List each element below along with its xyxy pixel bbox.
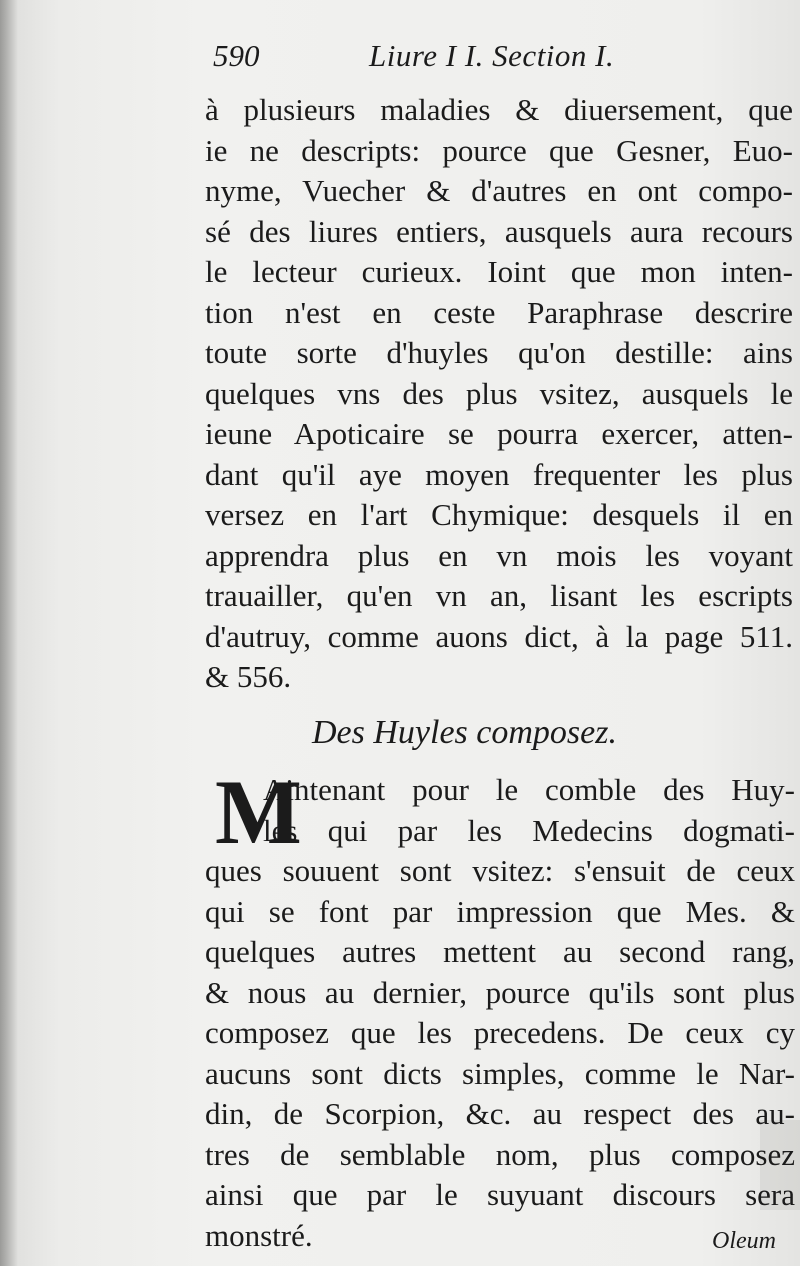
text-line: versez en l'art Chymique: desquels il en: [205, 497, 793, 532]
drop-cap: M: [215, 761, 302, 863]
text-line: tion n'est en ceste Paraphrase descrire: [205, 294, 793, 330]
text-line: monstré.: [205, 1217, 313, 1253]
text-line: & 556.: [205, 659, 292, 694]
text-line: nyme, Vuecher & d'autres en ont compo-: [205, 173, 793, 208]
text-line: quelques autres mettent au second rang,: [205, 934, 795, 969]
page-header: [213, 38, 653, 82]
paragraph-1: [205, 90, 793, 698]
text-line: sé des liures entiers, ausquels aura recours: [205, 213, 793, 249]
catchword: Oleum: [712, 1228, 776, 1254]
text-line: ieune Apoticaire se pourra exercer, atten-: [205, 416, 793, 451]
text-line: Aintenant pour le comble des Huy-: [263, 772, 795, 807]
paragraph-2: [205, 761, 795, 1256]
text-line: le lecteur curieux. Ioint que mon inten-: [205, 254, 793, 289]
text-line: à plusieurs maladies & diuersement, que: [205, 92, 793, 127]
text-line: qui se font par impression que Mes. &: [205, 893, 795, 929]
text-line: dant qu'il aye moyen frequenter les plus: [205, 456, 793, 492]
page-number: 590: [213, 38, 260, 73]
text-line: composez que les precedens. De ceux cy: [205, 1015, 795, 1050]
text-line: din, de Scorpion, &c. au respect des au-: [205, 1096, 795, 1131]
text-line: tres de semblable nom, plus composez: [205, 1136, 795, 1172]
text-line: d'autruy, comme auons dict, à la page 511.: [205, 618, 793, 654]
running-title: Liure I I. Section I.: [369, 38, 615, 73]
text-line: quelques vns des plus vsitez, ausquels le: [205, 375, 793, 411]
text-line: les qui par les Medecins dogmati-: [263, 812, 795, 848]
text-line: toute sorte d'huyles qu'on destille: ains: [205, 335, 793, 370]
section-title: Des Huyles composez.: [312, 714, 617, 751]
text-line: trauailler, qu'en vn an, lisant les escripts: [205, 578, 793, 613]
text-line: ques souuent sont vsitez: s'ensuit de ceux: [205, 853, 795, 888]
text-line: aucuns sont dicts simples, comme le Nar-: [205, 1055, 795, 1091]
text-line: & nous au dernier, pource qu'ils sont plus: [205, 974, 795, 1010]
text-line: ie ne descripts: pource que Gesner, Euo-: [205, 132, 793, 168]
gutter-shadow: [0, 0, 18, 1266]
text-line: ainsi que par le suyuant discours sera: [205, 1177, 795, 1212]
text-line: apprendra plus en vn mois les voyant: [205, 537, 793, 573]
